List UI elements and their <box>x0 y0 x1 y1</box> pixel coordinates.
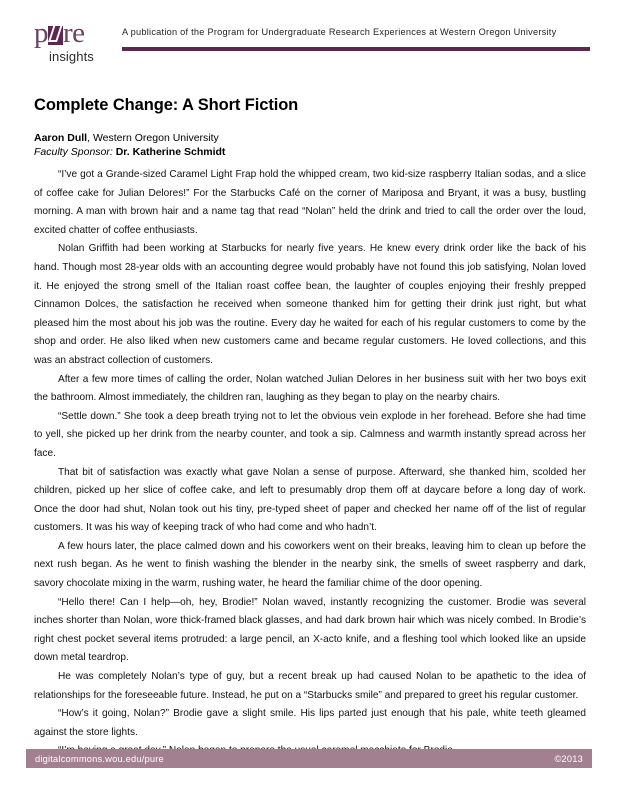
pure-insights-logo <box>34 18 120 64</box>
body-paragraph: After a few more times of calling the order, Nolan watched Julian Delores in her business suit with her two boys exit the bathroom. Almost immediately, the children ran, laughing as they began to play on the nearby chairs. <box>34 373 586 404</box>
logo-letters-re: re <box>63 17 85 49</box>
body-paragraph: A few hours later, the place calmed down and his coworkers went on their breaks, leaving him to clean up before the next rush began. As he went to finish washing the blender in the nearby sink, the smells of sweet raspberry and dark, savory chocolate mixing in the warm, rushing water, he heard the familiar chime of the door opening. <box>34 540 586 590</box>
logo-letter-u-block <box>48 26 63 45</box>
page-footer <box>26 749 592 768</box>
masthead <box>34 18 590 70</box>
body-paragraph: Nolan Griffith had been working at Starbucks for nearly five years. He knew every drink order like the back of his hand. Though most 28-year olds with an accounting degree would probably have not found this job satisfying, Nolan loved it. He enjoyed the strong smell of the Italian roast coffee bean, the laughter of couples enjoying their freshly prepped Cinnamon Dolces, the satisfaction he received when someone thanked him for getting their drink just right, but what pleased him the most about his job was the routine. Every day he waited for each of his regular customers to come by the shop and order. He also liked when new customers came and became regular customers. He loved collections, and this was an abstract collection of customers. <box>34 243 586 366</box>
article-header <box>34 95 586 159</box>
body-paragraph: “I’ve got a Grande-sized Caramel Light Frap hold the whipped cream, two kid-size raspberry Italian sodas, and a slice of coffee cake for Julian Delores!” For the Starbucks Café on the corner of Mariposa and Bryant, it was a busy, bustling morning. A man with brown hair and a name tag that read “Nolan” held the drink and tried to call the order over the loud, excited chatter of coffee enthusiasts. <box>34 169 586 236</box>
byline-separator: , <box>87 132 93 144</box>
faculty-sponsor-label: Faculty Sponsor: <box>34 146 116 158</box>
faculty-sponsor-name: Dr. Katherine Schmidt <box>115 146 226 158</box>
author-name: Aaron Dull <box>34 132 88 144</box>
body-paragraph: He was completely Nolan’s type of guy, but a recent break up had caused Nolan to be apathetic to the idea of relationships for the foreseeable future. Instead, he put on a “Starbucks smile” and prepared to greet his regular customer. <box>34 671 586 701</box>
masthead-right <box>120 26 590 51</box>
byline <box>34 131 586 145</box>
logo-subtitle: insights <box>49 49 94 64</box>
body-paragraph: “How’s it going, Nolan?” Brodie gave a slight smile. His lips parted just enough that his pale, white teeth gleamed against the store lights. <box>34 708 586 738</box>
author-affiliation: Western Oregon University <box>92 132 219 144</box>
body-paragraph: “Hello there! Can I help—oh, hey, Brodie!” Nolan waved, instantly recognizing the customer. Brodie was several inches shorter than Nolan, wore thick-framed black glasses, and had dark brown hair which was nicely combed. In Brodie’s right chest pocket several items protruded: a large pencil, an X-acto knife, and a fleshing tool which looked like an upside down metal teardrop. <box>34 596 586 664</box>
logo-letter-p: p <box>34 17 48 49</box>
footer-url[interactable]: digitalcommons.wou.edu/pure <box>35 753 164 764</box>
article-body <box>34 166 586 761</box>
publication-tagline: A publication of the Program for Undergraduate Research Experiences at Western Oregon University <box>122 27 557 37</box>
faculty-sponsor-line <box>34 145 586 159</box>
body-paragraph: That bit of satisfaction was exactly what gave Nolan a sense of purpose. Afterward, she thanked him, scolded her children, picked up her slice of coffee cake, and left to presumably drop them off at daycare before a long day of work. Once the door had shut, Nolan took out his tiny, pre-typed sheet of paper and checked her name off of the list of regular customers. It was his way of keeping track of who had come and who hadn’t. <box>34 466 586 534</box>
page-title: Complete Change: A Short Fiction <box>34 96 299 114</box>
body-paragraph: “Settle down.” She took a deep breath trying not to let the obvious vein explode in her forehead. Before she had time to yell, she picked up her drink from the nearby counter, and took a sip. Calmness and warmth instantly spread across her face. <box>34 410 586 459</box>
footer-copyright: ©2013 <box>554 753 583 764</box>
masthead-divider-rule <box>122 47 590 51</box>
logo-wordmark <box>34 18 120 48</box>
